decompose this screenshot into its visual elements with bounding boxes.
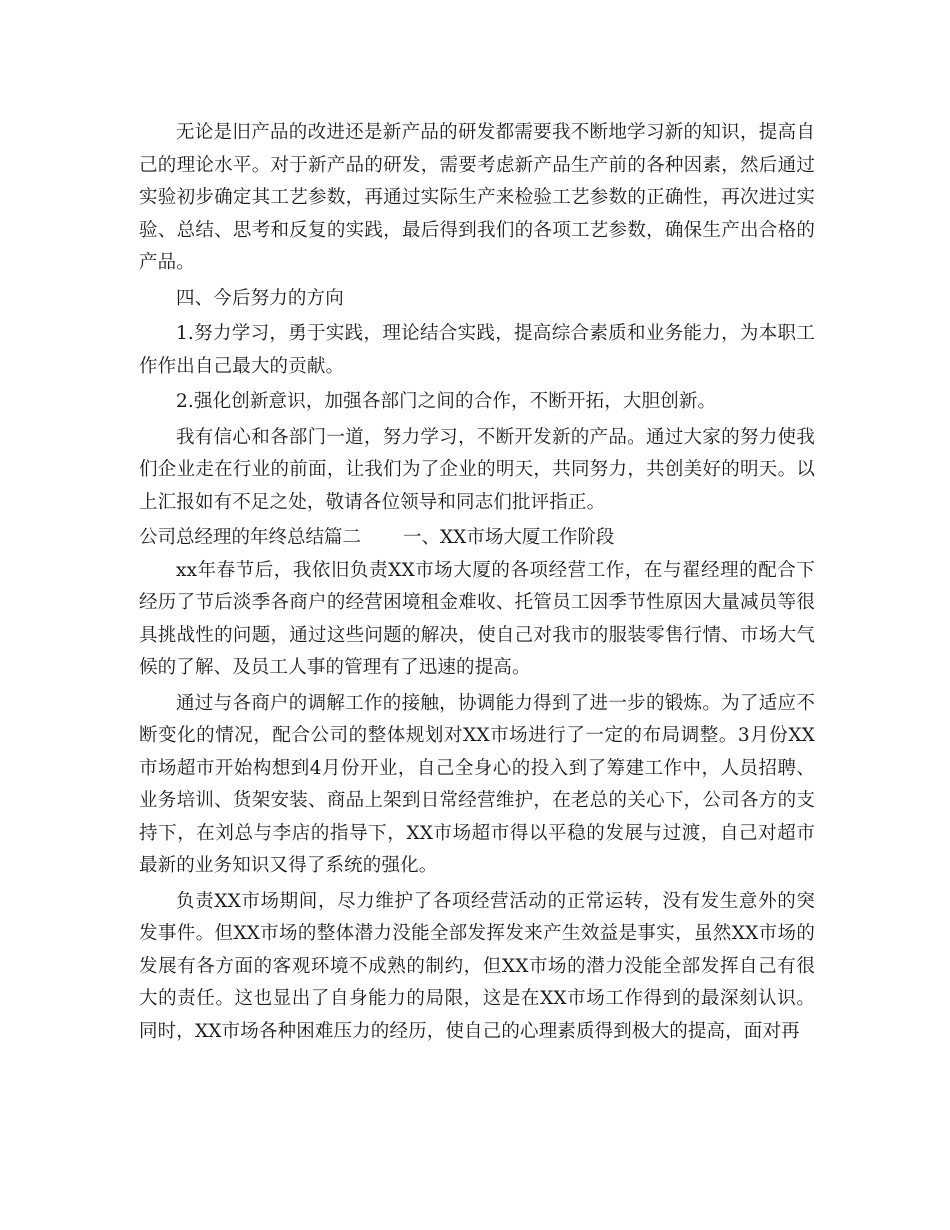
list-item-2: 2.强化创新意识，加强各部门之间的合作，不断开拓，大胆创新。 [176, 391, 717, 412]
document-page [139, 117, 815, 1048]
section-title: 公司总经理的年终总结篇二 [139, 527, 362, 548]
paragraph-coordination: 通过与各商户的调解工作的接触，协调能力得到了进一步的锻炼。为了适应不断变化的情况，配合公司的整体规划对XX市场进行了一定的布局调整。3月份XX市场超市开始构想到4月份开业，自己全身心的投入到了筹建工作中，人员招聘、业务培训、货架安装、商品上架到日常经营维护，在老总的关心下，公司各方的支持下，在刘总与李店的指导下，XX市场超市得以平稳的发展与过渡，自己对超市最新的业务知识又得了系统的强化。 [139, 692, 815, 876]
list-item-1: 1.努力学习，勇于实践，理论结合实践，提高综合素质和业务能力，为本职工作作出自己最大的贡献。 [139, 323, 815, 377]
paragraph-product-research: 无论是旧产品的改进还是新产品的研发都需要我不断地学习新的知识，提高自己的理论水平。对于新产品的研发，需要考虑新产品生产前的各种因素，然后通过实验初步确定其工艺参数，再通过实际生产来检验工艺参数的正确性，再次进过实验、总结、思考和反复的实践，最后得到我们的各项工艺参数，确保生产出合格的产品。 [139, 122, 815, 273]
paragraph-conclusion: 我有信心和各部门一道，努力学习，不断开发新的产品。通过大家的努力使我们企业走在行业的前面，让我们为了企业的明天，共同努力，共创美好的明天。以上汇报如有不足之处，敬请各位领导和同志们批评指正。 [139, 426, 815, 513]
section-heading-line [139, 522, 815, 555]
paragraph-responsibility: 负责XX市场期间，尽力维护了各项经营活动的正常运转，没有发生意外的突发事件。但XX市场的整体潜力没能全部发挥发来产生效益是事实，虽然XX市场的发展有各方面的客观环境不成熟的制约，但XX市场的潜力没能全部发挥自己有很大的责任。这也显出了自身能力的局限，这是在XX市场工作得到的最深刻认识。同时，XX市场各种困难压力的经历，使自己的心理素质得到极大的提高，面对再 [139, 890, 815, 1042]
heading-future-direction: 四、今后努力的方向 [176, 287, 344, 309]
paragraph-spring-festival: xx年春节后，我依旧负责XX市场大厦的各项经营工作，在与翟经理的配合下经历了节后淡季各商户的经营困境租金难收、托管员工因季节性原因大量减员等很具挑战性的问题，通过这些问题的解决，使自己对我市的服装零售行情、市场大气候的了解、及员工人事的管理有了迅速的提高。 [139, 559, 815, 678]
section-subtitle: 一、XX市场大厦工作阶段 [403, 527, 615, 548]
